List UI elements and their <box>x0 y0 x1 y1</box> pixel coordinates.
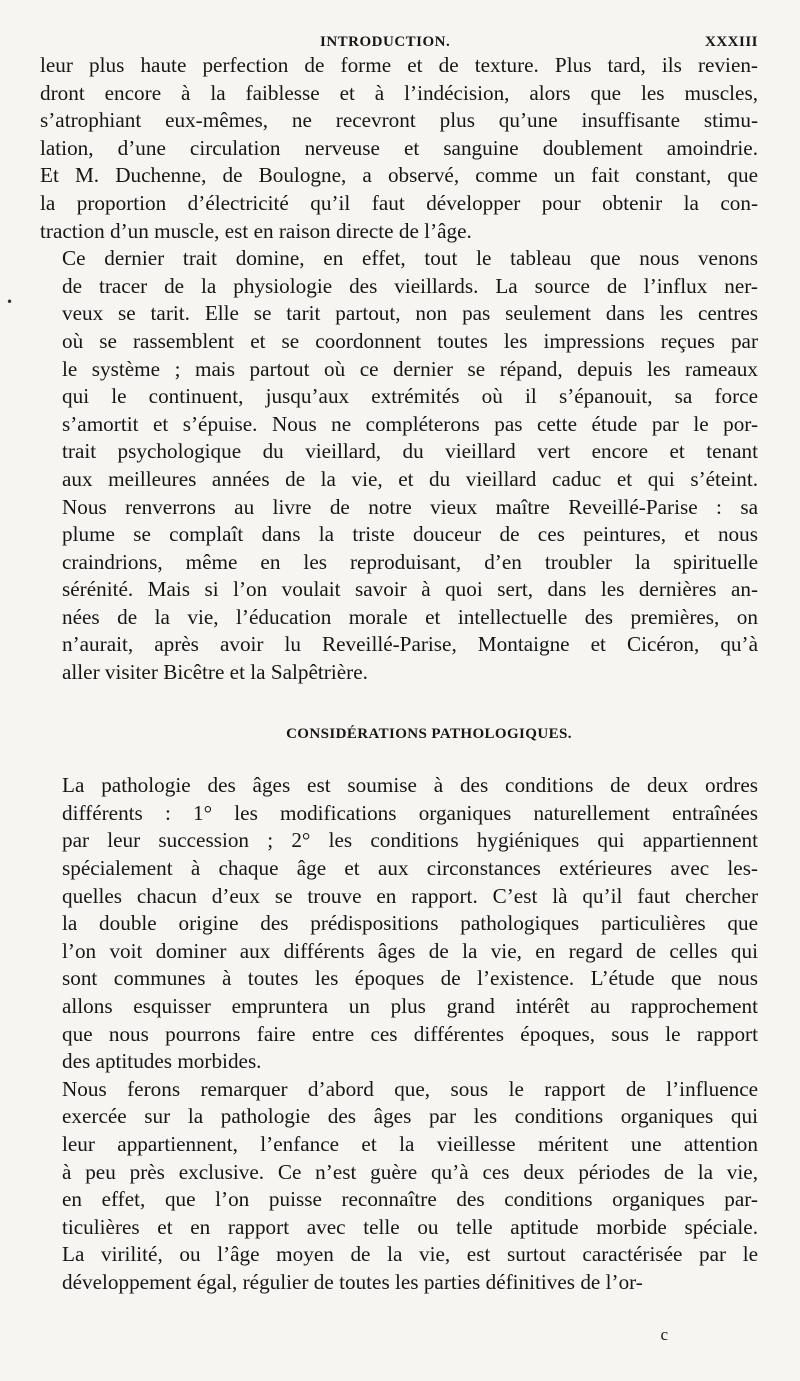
text-line: s’amortit et s’épuise. Nous ne compléterons pas cette étude par le por- <box>62 411 758 436</box>
paragraph <box>40 245 758 687</box>
text-line: traction d’un muscle, est en raison directe de l’âge. <box>40 218 472 243</box>
text-line: sont communes à toutes les époques de l’existence. L’étude que nous <box>62 966 758 991</box>
paragraph-continuation <box>40 52 758 245</box>
text-line: Et M. Duchenne, de Boulogne, a observé, comme un fait constant, que <box>40 163 758 188</box>
text-line: différents : 1° les modifications organiques naturellement entraînées <box>62 800 758 825</box>
text-line: leur plus haute perfection de forme et de texture. Plus tard, ils revien- <box>40 53 758 77</box>
text-line: aux meilleures années de la vie, et du vieillard caduc et qui s’éteint. <box>62 466 758 491</box>
text-line: de tracer de la physiologie des vieillards. La source de l’influx ner- <box>62 273 758 298</box>
text-line: spécialement à chaque âge et aux circonstances extérieures avec les- <box>62 856 758 881</box>
page-number: XXXIII <box>704 34 758 50</box>
text-line: dront encore à la faiblesse et à l’indécision, alors que les muscles, <box>40 80 758 105</box>
running-head-title: INTRODUCTION. <box>320 34 451 50</box>
text-line: le système ; mais partout où ce dernier se répand, depuis les rameaux <box>62 356 758 381</box>
text-line: ticulières et en rapport avec telle ou telle aptitude morbide spéciale. <box>62 1214 758 1239</box>
text-line: lation, d’une circulation nerveuse et sanguine doublement amoindrie. <box>40 135 758 160</box>
body-text <box>40 52 758 1297</box>
paragraph <box>40 1076 758 1297</box>
text-line: des aptitudes morbides. <box>62 1049 262 1074</box>
text-line: où se rassemblent et se coordonnent toutes les impressions reçues par <box>62 328 758 353</box>
text-line: la proportion d’électricité qu’il faut développer pour obtenir la con- <box>40 190 758 215</box>
text-line: Nous renverrons au livre de notre vieux maître Reveillé-Parise : sa <box>62 494 758 519</box>
text-line: nées de la vie, l’éducation morale et intellectuelle des premières, on <box>62 604 758 629</box>
section-heading: CONSIDÉRATIONS PATHOLOGIQUES. <box>286 725 572 742</box>
margin-dot: • <box>6 295 14 309</box>
text-line: plume se complaît dans la triste douceur de ces peintures, et nous <box>62 522 758 547</box>
text-line: aller visiter Bicêtre et la Salpêtrière. <box>62 660 368 685</box>
text-line: l’on voit dominer aux différents âges de la vie, en regard de celles qui <box>62 938 758 963</box>
running-head <box>40 26 758 52</box>
text-line: s’atrophiant eux-mêmes, ne recevront plus qu’une insuffisante stimu- <box>40 108 758 133</box>
text-line: trait psychologique du vieillard, du vieillard vert encore et tenant <box>62 439 758 464</box>
text-line: Ce dernier trait domine, en effet, tout le tableau que nous venons <box>62 246 758 271</box>
text-line: exercée sur la pathologie des âges par les conditions organiques qui <box>62 1104 758 1129</box>
text-line: veux se tarit. Elle se tarit partout, non pas seulement dans les centres <box>62 301 758 326</box>
text-line: La pathologie des âges est soumise à des conditions de deux ordres <box>62 773 758 798</box>
text-line: à peu près exclusive. Ce n’est guère qu’à ces deux périodes de la vie, <box>62 1159 758 1184</box>
text-line: développement égal, régulier de toutes les parties définitives de l’or- <box>62 1269 643 1294</box>
text-line: par leur succession ; 2° les conditions hygiéniques qui appartiennent <box>62 828 758 853</box>
text-line: quelles chacun d’eux se trouve en rapport. C’est là qu’il faut chercher <box>62 883 758 908</box>
text-line: la double origine des prédispositions pathologiques particulières que <box>62 911 758 936</box>
text-line: sérénité. Mais si l’on voulait savoir à quoi sert, dans les dernières an- <box>62 577 758 602</box>
text-line: allons esquisser empruntera un plus grand intérêt au rapprochement <box>62 994 758 1018</box>
paragraph <box>40 772 758 1076</box>
signature-mark: c <box>660 1325 668 1344</box>
text-line: leur appartiennent, l’enfance et la vieillesse méritent une attention <box>62 1131 758 1156</box>
text-line: qui le continuent, jusqu’aux extrémités où il s’épanouit, sa force <box>62 384 758 409</box>
text-line: Nous ferons remarquer d’abord que, sous le rapport de l’influence <box>62 1076 758 1101</box>
text-line: La virilité, ou l’âge moyen de la vie, est surtout caractérisée par le <box>62 1242 758 1267</box>
text-line: que nous pourrons faire entre ces différentes époques, sous le rapport <box>62 1021 758 1046</box>
text-line: n’aurait, après avoir lu Reveillé-Parise, Montaigne et Cicéron, qu’à <box>62 632 758 657</box>
text-line: en effet, que l’on puisse reconnaître des conditions organiques par- <box>62 1187 758 1212</box>
text-line: craindrions, même en les reproduisant, d’en troubler la spirituelle <box>62 549 758 574</box>
